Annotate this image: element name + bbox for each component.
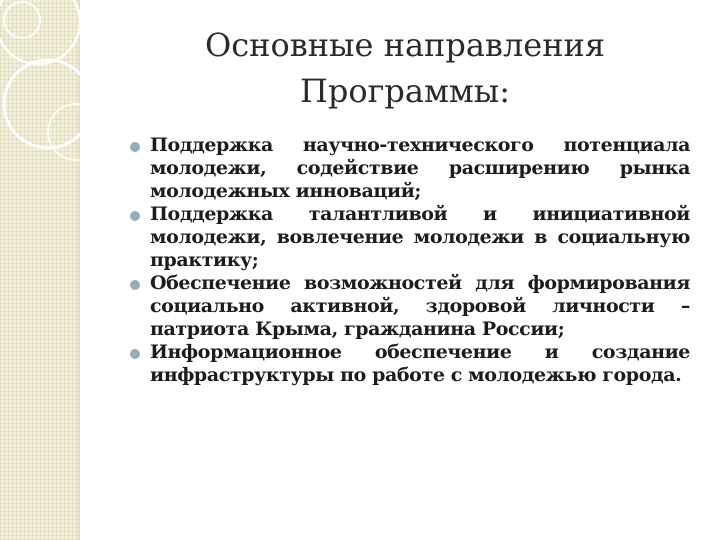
list-item xyxy=(126,134,690,203)
bullet-icon xyxy=(130,211,140,221)
decorative-left-band xyxy=(0,0,78,540)
bullet-list xyxy=(126,134,690,387)
bullet-icon xyxy=(130,142,140,152)
bullet-icon xyxy=(130,349,140,359)
list-item xyxy=(126,341,690,387)
list-item xyxy=(126,272,690,341)
bullet-text: Информационное обеспечение и создание инфраструктуры по работе с молодежью города. xyxy=(150,341,690,386)
list-item xyxy=(126,203,690,272)
bullet-text: Обеспечение возможностей для формирования социально активной, здоровой личности – патриота Крыма, гражданина России; xyxy=(150,272,690,340)
title-line-1: Основные направления xyxy=(204,26,606,64)
bullet-text: Поддержка научно-технического потенциала молодежи, содействие расширению рынка молодежных инноваций; xyxy=(150,134,690,202)
page-title xyxy=(150,22,660,114)
title-line-2: Программы: xyxy=(299,72,510,110)
band-divider xyxy=(78,0,80,540)
bullet-icon xyxy=(130,280,140,290)
bullet-text: Поддержка талантливой и инициативной молодежи, вовлечение молодежи в социальную практику; xyxy=(150,203,690,271)
